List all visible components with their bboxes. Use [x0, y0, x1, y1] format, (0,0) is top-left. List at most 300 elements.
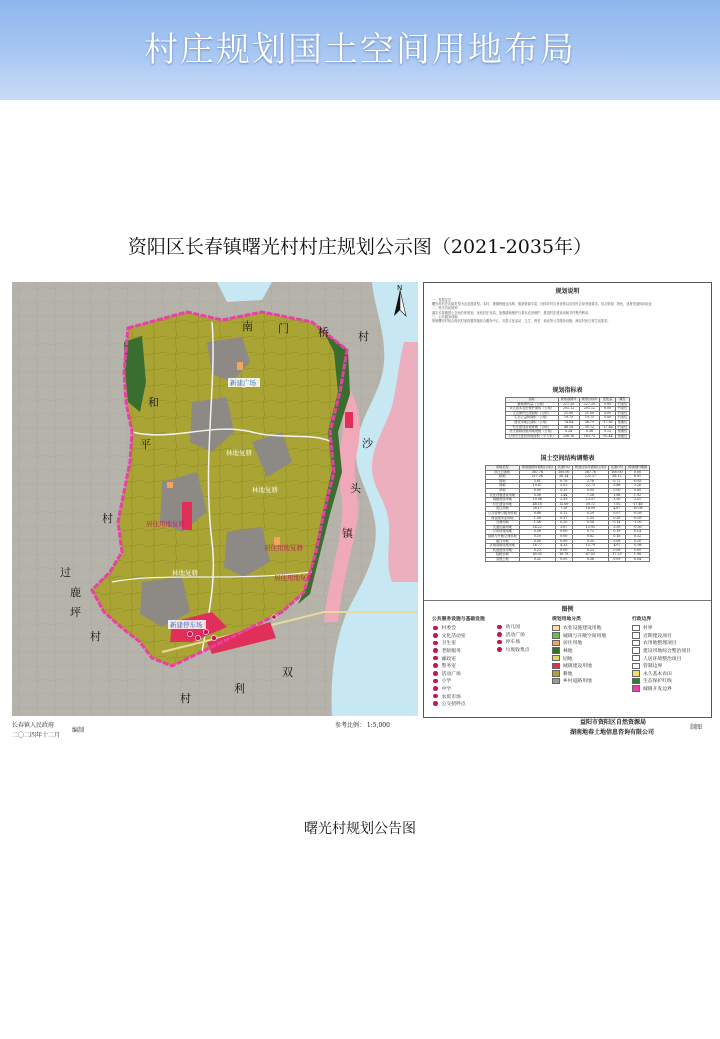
table-cell: 交通运输用地: [486, 525, 520, 530]
table-cell: 约束性: [615, 407, 630, 412]
place-label: 村: [180, 692, 191, 705]
footer-right-org2: 湖南地春土地信息咨询有限公司: [570, 729, 655, 736]
table-cell: 耕地: [486, 475, 520, 480]
table-cell: 村庄建设用地: [486, 502, 520, 507]
table-cell: 1.54: [519, 521, 555, 526]
table-cell: 1.92: [625, 493, 649, 498]
table-cell: 国土总面积: [486, 470, 520, 475]
legend-label: 农贸市场: [441, 694, 461, 700]
legend-swatch: [552, 670, 560, 677]
residential-land: [237, 362, 243, 370]
table-cell: 74.64: [558, 420, 579, 425]
legend-swatch: [632, 640, 640, 647]
legend-label: 邮政室: [441, 656, 456, 662]
residential-land: [167, 482, 173, 488]
table-cell: 0.14: [608, 521, 625, 526]
place-label: 鹿: [70, 586, 81, 599]
table-cell: 2.78: [572, 479, 608, 484]
legend-label: 小学: [441, 679, 452, 685]
facility-point[interactable]: [203, 629, 208, 634]
table-cell: 0.62: [572, 534, 608, 539]
table-header-cell: 属性: [615, 398, 630, 403]
legend-label: 活动广场: [505, 632, 525, 638]
legend-swatch: [552, 632, 560, 639]
table-header-cell: 指标: [505, 398, 558, 403]
place-label: 南: [242, 320, 253, 333]
table-cell: 4.33: [555, 544, 572, 549]
table-cell: 4.67: [608, 507, 625, 512]
table-cell: 绿地与开敞空间用地: [486, 534, 520, 539]
table-cell: 村庄建设用地规模（公顷）: [505, 425, 558, 430]
table-cell: 8.01: [625, 475, 649, 480]
legend-label: 垃圾收集点: [505, 648, 530, 654]
table-cell: 0.00: [555, 530, 572, 535]
table-cell: 0.36: [579, 430, 600, 435]
table-cell: 3.61: [519, 479, 555, 484]
place-label: 村: [102, 512, 113, 525]
table-cell: 1.44: [555, 493, 572, 498]
legend-item: [552, 639, 606, 647]
table-header-cell: 变化量: [600, 398, 615, 403]
table-cell: 16.78: [555, 553, 572, 558]
facility-point[interactable]: [272, 615, 276, 619]
table-cell: 预期性: [615, 434, 630, 439]
table-cell: 区域基础设施用地: [486, 544, 520, 549]
table-cell: 48.18: [519, 502, 555, 507]
legend-item: [632, 677, 691, 685]
table-cell: 0.12: [600, 430, 615, 435]
table-cell: 22.73: [572, 484, 608, 489]
legend-swatch: [552, 625, 560, 632]
feature-label: 新建停车场: [170, 621, 203, 629]
table-cell: 56.79: [579, 420, 600, 425]
table-cell: 0.39: [608, 516, 625, 521]
table-cell: 0.23: [519, 548, 555, 553]
description-line: 规划曙光村结合现状村部设置村级综合服务中心，完善文化活动、卫生、养老、商业等公共服务设施，满足村民日常生活需求。: [432, 319, 611, 324]
table-cell: 预期性: [615, 420, 630, 425]
table-cell: 耕地保有量（公顷）: [505, 402, 558, 407]
table-cell: 建设用地总面积（公顷）: [505, 420, 558, 425]
footer-scale: 参考比例： 1:5,000: [335, 722, 390, 729]
place-label: 沙: [362, 437, 373, 450]
table-cell: 人均村庄建设用地面积（平方米）: [505, 434, 558, 439]
legend-item: [552, 670, 606, 678]
legend-swatch: [552, 640, 560, 647]
place-label: 坪: [70, 606, 81, 619]
legend-label: 生态保护红线: [643, 679, 672, 685]
description-line: 一、发展定位: [432, 298, 452, 302]
facility-icon: [432, 647, 439, 654]
legend-label: 城镇建设用地: [563, 664, 592, 670]
table-cell: 163.72: [579, 434, 600, 439]
table-cell: 公共管理与服务用地: [486, 511, 520, 516]
table-cell: 387.76: [519, 470, 555, 475]
table-header-cell: 规划目标年: [579, 398, 600, 403]
table-cell: 1.88: [608, 493, 625, 498]
facility-point[interactable]: [187, 631, 192, 636]
legend-swatch: [632, 678, 640, 685]
legend-item: [432, 654, 485, 662]
legend-swatch: [632, 670, 640, 677]
legend-swatch: [552, 655, 560, 662]
table-cell: 0.30: [572, 539, 608, 544]
table-cell: 陆地水域: [486, 553, 520, 558]
legend-label: 幼儿园: [505, 625, 520, 631]
place-label: 镇: [342, 527, 353, 540]
legend-group: [496, 615, 530, 653]
table-cell: 0.37: [555, 516, 572, 521]
table-cell: 58.12: [608, 475, 625, 480]
table-cell: 227.20: [558, 402, 579, 407]
table-cell: 0.29: [572, 511, 608, 516]
table-cell: 100.00: [555, 470, 572, 475]
table-cell: 仓储用地: [486, 521, 520, 526]
legend-item: [552, 624, 606, 632]
table-cell: 0.07: [608, 511, 625, 516]
footer-right-action: 制图: [690, 724, 703, 731]
table-cell: 约束性: [615, 411, 630, 416]
table-header-cell: 规划基期年: [558, 398, 579, 403]
table-cell: 3.50: [608, 498, 625, 503]
table-cell: 0.30: [519, 534, 555, 539]
map-canvas: [12, 282, 418, 716]
table-cell: 0.09: [608, 557, 625, 562]
structure-title: 国土空间结构调整表: [540, 455, 595, 462]
facility-icon: [432, 685, 439, 692]
table-header-cell: 规划期内增减: [625, 466, 649, 471]
table-cell: 0.54: [572, 521, 608, 526]
construction-land: [345, 412, 353, 428]
table-cell: -17.85: [600, 420, 615, 425]
table-cell: 100.00: [608, 470, 625, 475]
feature-label: 居住用地复耕: [274, 574, 313, 582]
table-cell: 0.00: [519, 539, 555, 544]
table-cell: 21.00: [579, 411, 600, 416]
table-cell: 居住用地: [486, 507, 520, 512]
legend-label: 人居环境整治项目: [643, 656, 682, 662]
facility-icon: [432, 670, 439, 677]
table-cell: 21.00: [558, 411, 579, 416]
place-label: 桥: [318, 326, 329, 339]
legend-group-title: 公共服务设施与基础设施: [432, 616, 485, 622]
table-cell: 5.86: [608, 484, 625, 489]
legend-label: 中学: [441, 687, 452, 693]
table-cell: 0.00: [600, 416, 615, 421]
table-cell: 7.28: [572, 493, 608, 498]
table-cell: 17.29: [608, 553, 625, 558]
table-cell: 0.00: [600, 407, 615, 412]
feature-label: 林地复耕: [172, 569, 198, 577]
place-label: 门: [278, 322, 289, 335]
legend-item: [632, 685, 691, 693]
table-cell: 0.00: [519, 488, 555, 493]
legend-label: 文化活动室: [441, 633, 466, 639]
legend-swatch: [632, 655, 640, 662]
header-banner: [0, 0, 720, 100]
legend-label: 警务室: [441, 664, 456, 670]
table-cell: 3.67: [555, 525, 572, 530]
place-label: 村: [358, 330, 369, 343]
legend-label: 停车场: [505, 640, 520, 646]
legend-swatch: [632, 632, 640, 639]
indicators-title: 规划指标表: [552, 387, 583, 394]
footer-left-action: 编制: [72, 727, 85, 734]
table-cell: 4.07: [608, 544, 625, 549]
table-cell: 19.75: [579, 416, 600, 421]
facility-icon: [496, 631, 503, 638]
structure-section: [424, 453, 711, 562]
table-cell: 商业服务业用地: [486, 516, 520, 521]
table-cell: 1.98: [625, 553, 649, 558]
table-cell: 67.03: [572, 553, 608, 558]
table-cell: 0.23: [572, 548, 608, 553]
table-header-cell: 用地类型: [486, 466, 520, 471]
facility-icon: [496, 639, 503, 646]
indicators-section: [424, 385, 711, 439]
feature-label: 林地复耕: [226, 449, 252, 457]
legend-label: 卫生室: [441, 641, 456, 647]
poster-title: 资阳区长春镇曙光村村庄规划公示图（2021-2035年）: [127, 236, 593, 258]
facility-icon: [432, 655, 439, 662]
legend-swatch: [632, 625, 640, 632]
table-cell: -17.46: [600, 425, 615, 430]
table-cell: -0.83: [625, 479, 649, 484]
feature-label: 居住用地复耕: [264, 544, 303, 552]
structure-table: [485, 465, 650, 562]
legend-section: [424, 600, 711, 716]
facility-point[interactable]: [195, 635, 200, 640]
table-cell: 19.75: [558, 416, 579, 421]
table-cell: -92.44: [600, 434, 615, 439]
footer-left-org: 长春镇人民政府: [12, 722, 55, 729]
legend-label: 活动广场: [441, 671, 461, 677]
feature-label: 新建广场: [230, 379, 256, 387]
legend-item: [432, 639, 485, 647]
table-cell: 0.06: [608, 548, 625, 553]
table-cell: 0.13: [555, 488, 572, 493]
banner-title: 村庄规划国土空间用地布局: [144, 30, 576, 70]
legend-swatch: [632, 663, 640, 670]
table-cell: 227.20: [579, 402, 600, 407]
table-cell: 225.37: [572, 475, 608, 480]
table-cell: -0.05: [625, 516, 649, 521]
legend-label: 城镇与开敞空间用地: [563, 633, 607, 639]
table-cell: 201.12: [579, 407, 600, 412]
legend-swatch: [552, 647, 560, 654]
table-cell: 5.02: [555, 484, 572, 489]
facility-icon: [496, 624, 503, 631]
table-cell: 387.76: [572, 470, 608, 475]
legend-label: 农业设施建设用地: [563, 626, 602, 632]
structure-row: [486, 557, 650, 562]
description-section: [424, 286, 711, 323]
table-cell: 2.59: [555, 498, 572, 503]
table-cell: 0.32: [519, 557, 555, 562]
table-cell: 14.22: [519, 525, 555, 530]
place-label: 头: [350, 482, 361, 495]
table-cell: 0.16: [608, 534, 625, 539]
table-cell: -17.46: [625, 502, 649, 507]
table-header-cell: 比重(%): [555, 466, 572, 471]
legend-item: [432, 632, 485, 640]
legend-item: [552, 677, 606, 685]
table-cell: 10.06: [519, 498, 555, 503]
table-cell: 0.32: [625, 534, 649, 539]
north-label: N: [397, 284, 403, 292]
table-cell: 园地: [486, 479, 520, 484]
table-cell: 16.77: [519, 544, 555, 549]
legend-label: 城镇开发边界: [643, 687, 672, 693]
legend-swatch: [552, 663, 560, 670]
table-cell: 0.00: [625, 488, 649, 493]
table-cell: 0.00: [600, 411, 615, 416]
description-line: 曙光村村庄功能类型为农业提质型。本村，遵循种植业结构、旅游资源丰富、田园乡村自身优势以及村民自身发展要求，结合资源、特色，适度发展休闲农业: [432, 302, 652, 307]
table-cell: 1.58: [519, 516, 555, 521]
table-cell: 0.12: [555, 511, 572, 516]
legend-item: [432, 647, 485, 655]
table-cell: 林地: [486, 484, 520, 489]
table-cell: 公用设施用地: [486, 530, 520, 535]
legend-swatch: [552, 678, 560, 685]
legend-label: 建设用地综合整治项目: [643, 649, 691, 655]
table-cell: 永久基本农田保护面积（公顷）: [505, 407, 558, 412]
footer-left-date: 二〇二四年十二月: [12, 732, 61, 739]
facility-icon: [496, 646, 503, 653]
table-cell: 0.05: [555, 557, 572, 562]
table-cell: 村庄基础设施用地规模（公顷）: [505, 430, 558, 435]
legend-item: [632, 624, 691, 632]
table-cell: -0.30: [625, 525, 649, 530]
table-header-cell: 比重(%): [608, 466, 625, 471]
place-label: 村: [90, 630, 101, 643]
description-title: 规划说明: [555, 288, 580, 295]
place-label: 利: [234, 682, 245, 695]
table-cell: 留白用地: [486, 539, 520, 544]
legend-label: 居住用地: [563, 641, 583, 647]
facility-icon: [432, 678, 439, 685]
info-panel: [423, 282, 712, 718]
plan-poster: [10, 232, 710, 784]
legend-item: [432, 700, 485, 708]
table-cell: 0.24: [558, 430, 579, 435]
legend-label: 管制边界: [643, 664, 663, 670]
table-cell: 0.72: [572, 530, 608, 535]
table-cell: 0.00: [555, 548, 572, 553]
table-cell: 48.18: [558, 425, 579, 430]
place-label: 双: [282, 666, 293, 679]
table-cell: 5.36: [519, 493, 555, 498]
place-label: 和: [148, 396, 159, 409]
table-cell: 0.00: [608, 488, 625, 493]
description-line: 二、村庄布局规划: [432, 306, 458, 311]
table-cell: 0.08: [608, 539, 625, 544]
table-cell: 3.26: [625, 484, 649, 489]
legend-label: 近期建设项目: [643, 633, 672, 639]
facility-icon: [432, 693, 439, 700]
table-cell: 65.05: [519, 553, 555, 558]
table-header-cell: 规划目标年面积(公顷): [572, 466, 608, 471]
table-cell: 7.26: [555, 507, 572, 512]
indicator-row: [505, 434, 629, 439]
table-cell: 其他建设用地: [486, 548, 520, 553]
table-cell: 草地: [486, 488, 520, 493]
table-header-cell: 规划基期年面积(公顷): [519, 466, 555, 471]
table-cell: 0.30: [625, 539, 649, 544]
table-cell: 12.69: [555, 502, 572, 507]
legend-label: 园地: [563, 656, 573, 662]
table-cell: 农业设施建设用地: [486, 493, 520, 498]
indicators-table: [505, 397, 630, 439]
table-cell: 0.00: [555, 534, 572, 539]
facility-icon: [432, 632, 439, 639]
table-cell: -0.59: [625, 511, 649, 516]
table-cell: 56.14: [555, 475, 572, 480]
legend-item: [432, 662, 485, 670]
facility-point[interactable]: [211, 635, 216, 640]
footer-right-org1: 益阳市资阳区自然资源局: [580, 719, 647, 726]
legend-swatch: [632, 647, 640, 654]
legend-swatch: [632, 685, 640, 692]
facility-icon: [432, 625, 439, 632]
legend-group: [432, 615, 485, 708]
page-caption: 曙光村规划公告图: [304, 821, 416, 837]
legend-item: [632, 647, 691, 655]
legend-item: [496, 631, 530, 639]
legend-group: [632, 615, 691, 692]
legend-item: [496, 638, 530, 646]
table-cell: 30.72: [579, 425, 600, 430]
land-use-map[interactable]: [12, 282, 418, 716]
legend-item: [632, 662, 691, 670]
facility-icon: [432, 640, 439, 647]
place-label: 平: [140, 438, 151, 451]
table-cell: 生态公益林面积（公顷）: [505, 416, 558, 421]
table-cell: 0.00: [572, 488, 608, 493]
facility-icon: [432, 700, 439, 707]
table-cell: 0.14: [625, 530, 649, 535]
table-cell: 0.72: [608, 479, 625, 484]
legend-label: 老龄服务: [441, 649, 461, 655]
table-cell: 15.79: [572, 544, 608, 549]
table-cell: 0.00: [600, 402, 615, 407]
table-cell: 256.16: [558, 434, 579, 439]
table-cell: -1.00: [625, 521, 649, 526]
legend-item: [632, 654, 691, 662]
table-cell: 201.12: [558, 407, 579, 412]
table-cell: 18.09: [572, 507, 608, 512]
legend-item: [552, 632, 606, 640]
table-cell: -0.98: [625, 544, 649, 549]
facility-icon: [432, 662, 439, 669]
legend-item: [432, 624, 485, 632]
legend-item: [432, 692, 485, 700]
table-cell: 3.59: [608, 525, 625, 530]
legend-item: [552, 662, 606, 670]
table-cell: 1.53: [572, 516, 608, 521]
table-cell: 217.36: [519, 475, 555, 480]
legend-label: 耕地: [563, 671, 573, 677]
table-cell: 0.19: [608, 530, 625, 535]
legend-item: [432, 685, 485, 693]
table-cell: 0.04: [625, 557, 649, 562]
table-cell: 0.00: [555, 539, 572, 544]
legend-item: [432, 670, 485, 678]
table-cell: -10.08: [625, 507, 649, 512]
legend-label: 永久基本农田: [643, 671, 672, 677]
table-cell: 约束性: [615, 416, 630, 421]
table-cell: 13.92: [572, 525, 608, 530]
table-cell: 30.72: [572, 502, 608, 507]
